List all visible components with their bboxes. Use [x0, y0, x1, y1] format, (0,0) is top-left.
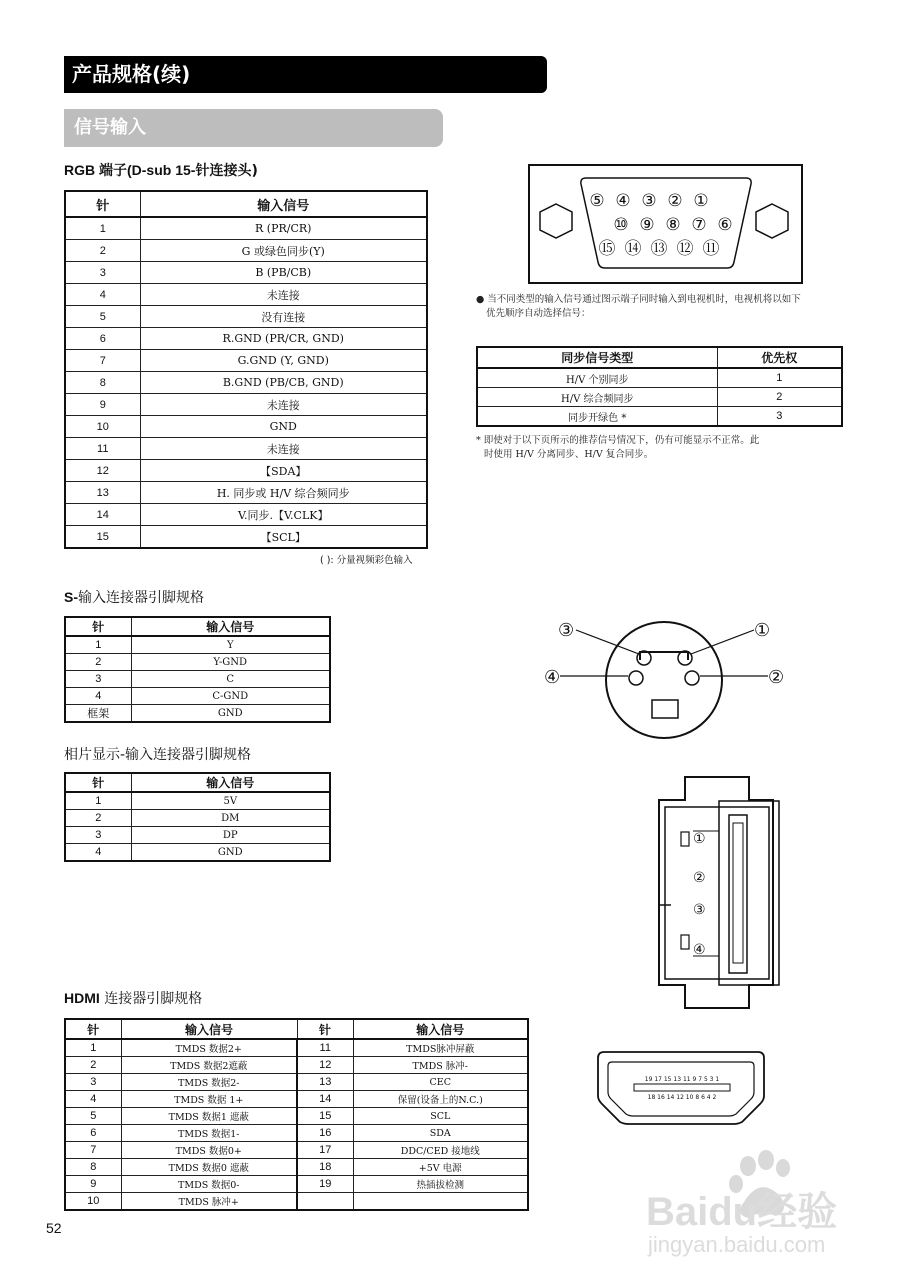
pin-number: 2: [65, 1057, 121, 1074]
pin-signal: 未连接: [140, 284, 427, 306]
pin-signal: CEC: [353, 1074, 528, 1091]
dsub-pin-4: ④: [615, 191, 631, 211]
hdmi-connector-diagram: [596, 1050, 766, 1126]
s-video-outer-ring: [606, 622, 722, 738]
pin-number: 3: [65, 827, 131, 844]
col-signal-header: 输入信号: [131, 773, 330, 792]
pin-number: 2: [65, 240, 140, 262]
usb-contact-rail: [729, 815, 747, 973]
table-row: [65, 1125, 528, 1142]
pin-signal: G 或绿色同步(Y): [140, 240, 427, 262]
pin-signal: DP: [131, 827, 330, 844]
table-row: [65, 1074, 528, 1091]
col-sync-type-header: 同步信号类型: [477, 347, 717, 368]
sync-priority: 1: [717, 368, 842, 388]
table-row: [477, 368, 842, 388]
table-row: [65, 217, 427, 240]
pin-signal: TMDS脉冲屏蔽: [353, 1039, 528, 1057]
pin-number: 3: [65, 1074, 121, 1091]
pin-signal: 热插拔检测: [353, 1176, 528, 1193]
table-row: [65, 262, 427, 284]
dsub-pin-10: ⑩: [613, 215, 629, 235]
watermark-url: jingyan.baidu.com: [648, 1232, 826, 1257]
pin-number: 18: [297, 1159, 353, 1176]
table-row: [65, 1159, 528, 1176]
table-row: [65, 482, 427, 504]
rgb-pin-table: [64, 190, 428, 549]
table-row: [65, 350, 427, 372]
s-input-pin-table: [64, 616, 331, 723]
pin-number: 10: [65, 1193, 121, 1211]
pin-number: 6: [65, 1125, 121, 1142]
s-video-connector-diagram: [540, 612, 790, 742]
table-row: [65, 1039, 528, 1057]
pin-signal: G.GND (Y, GND): [140, 350, 427, 372]
usb-tongue: [719, 801, 779, 985]
table-row: [65, 416, 427, 438]
dsub-pin-7: ⑦: [691, 215, 707, 235]
pin-signal: 5V: [131, 792, 330, 810]
hdmi-outer-shell: [598, 1052, 764, 1124]
pin-number: 1: [65, 792, 131, 810]
sync-priority: 2: [717, 388, 842, 407]
dsub-pin-13: ⑬: [650, 239, 668, 259]
s-input-heading: [64, 587, 204, 607]
pin-number: 3: [65, 671, 131, 688]
pin-number: 11: [297, 1039, 353, 1057]
pin-number: 13: [65, 482, 140, 504]
s-input-heading-bold: S-: [64, 589, 78, 605]
pin-signal: TMDS 数据0 遮蔽: [121, 1159, 297, 1176]
dsub-pin-11: ⑪: [702, 239, 720, 259]
pin-number: 12: [65, 460, 140, 482]
photo-pin-table: [64, 772, 331, 862]
table-row: [477, 388, 842, 407]
hdmi-heading-rest: 连接器引脚规格: [99, 991, 203, 1007]
sync-note-line2: 优先顺序自动选择信号：: [486, 308, 591, 319]
table-row: [65, 827, 330, 844]
hdmi-pins-top: 19 17 15 13 11 9 7 5 3 1: [644, 1076, 720, 1083]
sync-priority-table: [476, 346, 843, 427]
s-video-pin-1: [678, 651, 692, 665]
pin-number: 6: [65, 328, 140, 350]
table-row: [65, 1091, 528, 1108]
table-row: [65, 844, 330, 862]
rgb-footnote: ( ): 分量视频彩色输入: [320, 555, 413, 566]
usb-label-4: ④: [693, 942, 706, 958]
pin-signal: 保留(设备上的N.C.): [353, 1091, 528, 1108]
usb-outer-shell: [659, 777, 773, 1008]
pin-number: 19: [297, 1176, 353, 1193]
pin-signal: DDC/CED 接地线: [353, 1142, 528, 1159]
pin-signal: DM: [131, 810, 330, 827]
s-label-3: ③: [558, 620, 575, 641]
pin-signal: TMDS 数据2-: [121, 1074, 297, 1091]
hdmi-contact-block: [634, 1084, 730, 1091]
pin-signal: [353, 1193, 528, 1211]
pin-number: 3: [65, 262, 140, 284]
table-header-row: [65, 191, 427, 217]
sync-asterisk-note: [476, 434, 759, 462]
table-row: [65, 460, 427, 482]
col-pin-header: 针: [65, 191, 140, 217]
asterisk-line2: 时使用 H/V 分离同步、H/V 复合同步。: [484, 449, 654, 460]
pin-number: 11: [65, 438, 140, 460]
pin-number: 4: [65, 688, 131, 705]
col-signal-header-left: 输入信号: [121, 1019, 297, 1039]
s-label-2: ②: [768, 667, 785, 688]
pin-number: 13: [297, 1074, 353, 1091]
dsub-pin-3: ③: [641, 191, 657, 211]
col-pin-header-right: 针: [297, 1019, 353, 1039]
s-video-pin-4: [629, 671, 643, 685]
usb-label-1: ①: [693, 831, 706, 847]
pin-signal: GND: [140, 416, 427, 438]
sync-type: 同步开绿色 *: [477, 407, 717, 427]
table-row: [65, 705, 330, 723]
pin-number: 4: [65, 284, 140, 306]
pin-number: [297, 1193, 353, 1211]
pin-signal: 未连接: [140, 438, 427, 460]
col-priority-header: 优先权: [717, 347, 842, 368]
pin-number: 7: [65, 350, 140, 372]
pin-signal: 没有连接: [140, 306, 427, 328]
pin-number: 1: [65, 217, 140, 240]
pin-signal: GND: [131, 844, 330, 862]
pin-signal: 【SDA】: [140, 460, 427, 482]
usb-label-2: ②: [693, 870, 706, 886]
table-row: [65, 306, 427, 328]
table-header-row: [65, 1019, 528, 1039]
col-signal-header: 输入信号: [140, 191, 427, 217]
s-label-1: ①: [754, 620, 771, 641]
pin-number: 2: [65, 654, 131, 671]
hdmi-inner-shell: [608, 1062, 754, 1116]
col-signal-header-right: 输入信号: [353, 1019, 528, 1039]
pin-number: 框架: [65, 705, 131, 723]
page-number: 52: [46, 1220, 62, 1236]
pin-number: 17: [297, 1142, 353, 1159]
pin-signal: B.GND (PB/CB, GND): [140, 372, 427, 394]
pin-signal: R (PR/CR): [140, 217, 427, 240]
dsub15-connector-diagram: [528, 164, 803, 284]
dsub-pin-8: ⑧: [665, 215, 681, 235]
asterisk-line1: * 即使对于以下页所示的推荐信号情况下，仍有可能显示不正常。此: [476, 435, 760, 446]
pin-signal: B (PB/CB): [140, 262, 427, 284]
col-signal-header: 输入信号: [131, 617, 330, 636]
pin-number: 9: [65, 394, 140, 416]
table-row: [65, 438, 427, 460]
col-pin-header-left: 针: [65, 1019, 121, 1039]
table-row: [65, 394, 427, 416]
sync-priority: 3: [717, 407, 842, 427]
pin-signal: 未连接: [140, 394, 427, 416]
pin-signal: C: [131, 671, 330, 688]
hdmi-heading: [64, 988, 202, 1008]
pin-signal: SCL: [353, 1108, 528, 1125]
dsub-pin-5: ⑤: [589, 191, 605, 211]
table-row: [65, 671, 330, 688]
pin-number: 1: [65, 636, 131, 654]
pin-number: 12: [297, 1057, 353, 1074]
section-title: 信号输入: [64, 109, 443, 147]
pin-number: 8: [65, 1159, 121, 1176]
table-row: [65, 504, 427, 526]
dsub-pin-1: ①: [693, 191, 709, 211]
table-row: [65, 372, 427, 394]
pin-signal: C-GND: [131, 688, 330, 705]
usb-label-3: ③: [693, 902, 706, 918]
s-video-pin-2: [685, 671, 699, 685]
watermark-brand: Baidu经验: [646, 1190, 838, 1234]
table-row: [65, 240, 427, 262]
pin-signal: TMDS 数据2遮蔽: [121, 1057, 297, 1074]
pin-number: 9: [65, 1176, 121, 1193]
photo-heading: 相片显示-输入连接器引脚规格: [64, 747, 252, 763]
pin-number: 15: [297, 1108, 353, 1125]
table-row: [65, 654, 330, 671]
table-row: [477, 407, 842, 427]
sync-type: H/V 综合频同步: [477, 388, 717, 407]
table-row: [65, 1193, 528, 1211]
s-label-4: ④: [544, 667, 561, 688]
pin-signal: GND: [131, 705, 330, 723]
table-row: [65, 636, 330, 654]
pin-signal: H. 同步或 H/V 综合频同步: [140, 482, 427, 504]
s-video-center-slot: [652, 700, 678, 718]
hdmi-pins-bottom: 18 16 14 12 10 8 6 4 2: [647, 1094, 717, 1101]
col-pin-header: 针: [65, 617, 131, 636]
pin-number: 5: [65, 306, 140, 328]
pin-number: 15: [65, 526, 140, 549]
table-row: [65, 328, 427, 350]
table-row: [65, 688, 330, 705]
rgb-heading-rest: 针连接头): [195, 163, 258, 179]
pin-signal: R.GND (PR/CR, GND): [140, 328, 427, 350]
pin-number: 4: [65, 1091, 121, 1108]
pin-number: 14: [65, 504, 140, 526]
s-input-heading-rest: 输入连接器引脚规格: [78, 590, 204, 606]
table-header-row: [65, 617, 330, 636]
table-row: [65, 792, 330, 810]
pin-signal: TMDS 脉冲-: [353, 1057, 528, 1074]
pin-number: 2: [65, 810, 131, 827]
pin-signal: SDA: [353, 1125, 528, 1142]
hdmi-heading-bold: HDMI: [64, 990, 100, 1006]
sync-type: H/V 个别同步: [477, 368, 717, 388]
pin-signal: TMDS 数据1-: [121, 1125, 297, 1142]
table-header-row: [477, 347, 842, 368]
arrow-line: [691, 630, 754, 654]
dsub-pin-2: ②: [667, 191, 683, 211]
sync-note-line1: ● 当不同类型的输入信号通过图示端子同时输入到电视机时，电视机将以如下: [476, 294, 801, 305]
pin-number: 1: [65, 1039, 121, 1057]
dsub-pin-14: ⑭: [624, 239, 642, 259]
table-row: [65, 284, 427, 306]
hdmi-pin-table: [64, 1018, 529, 1211]
pin-signal: TMDS 数据0+: [121, 1142, 297, 1159]
table-row: [65, 1057, 528, 1074]
table-row: [65, 1142, 528, 1159]
pin-signal: TMDS 脉冲+: [121, 1193, 297, 1211]
pin-signal: Y: [131, 636, 330, 654]
table-row: [65, 1108, 528, 1125]
page-title: 产品规格(续): [64, 56, 547, 93]
pin-number: 8: [65, 372, 140, 394]
dsub-pin-15: ⑮: [598, 239, 616, 259]
table-header-row: [65, 773, 330, 792]
rgb-heading-bold: RGB 端子(D-sub 15-: [64, 162, 196, 178]
pin-number: 16: [297, 1125, 353, 1142]
pin-signal: TMDS 数据2+: [121, 1039, 297, 1057]
dsub-pin-9: ⑨: [639, 215, 655, 235]
dsub-pin-12: ⑫: [676, 239, 694, 259]
pin-number: 14: [297, 1091, 353, 1108]
pin-number: 4: [65, 844, 131, 862]
rgb-heading: [64, 160, 258, 180]
baidu-watermark: [640, 1140, 890, 1270]
table-row: [65, 810, 330, 827]
pin-number: 10: [65, 416, 140, 438]
table-row: [65, 526, 427, 549]
pin-signal: V.同步.【V.CLK】: [140, 504, 427, 526]
dsub-pin-6: ⑥: [717, 215, 733, 235]
pin-number: 7: [65, 1142, 121, 1159]
sync-note: [476, 293, 801, 321]
pin-signal: TMDS 数据 1+: [121, 1091, 297, 1108]
col-pin-header: 针: [65, 773, 131, 792]
pin-signal: Y-GND: [131, 654, 330, 671]
pin-signal: +5V 电源: [353, 1159, 528, 1176]
table-row: [65, 1176, 528, 1193]
pin-number: 5: [65, 1108, 121, 1125]
usb-connector-diagram: [655, 775, 780, 1010]
pin-signal: TMDS 数据0-: [121, 1176, 297, 1193]
pin-signal: TMDS 数据1 遮蔽: [121, 1108, 297, 1125]
pin-signal: 【SCL】: [140, 526, 427, 549]
